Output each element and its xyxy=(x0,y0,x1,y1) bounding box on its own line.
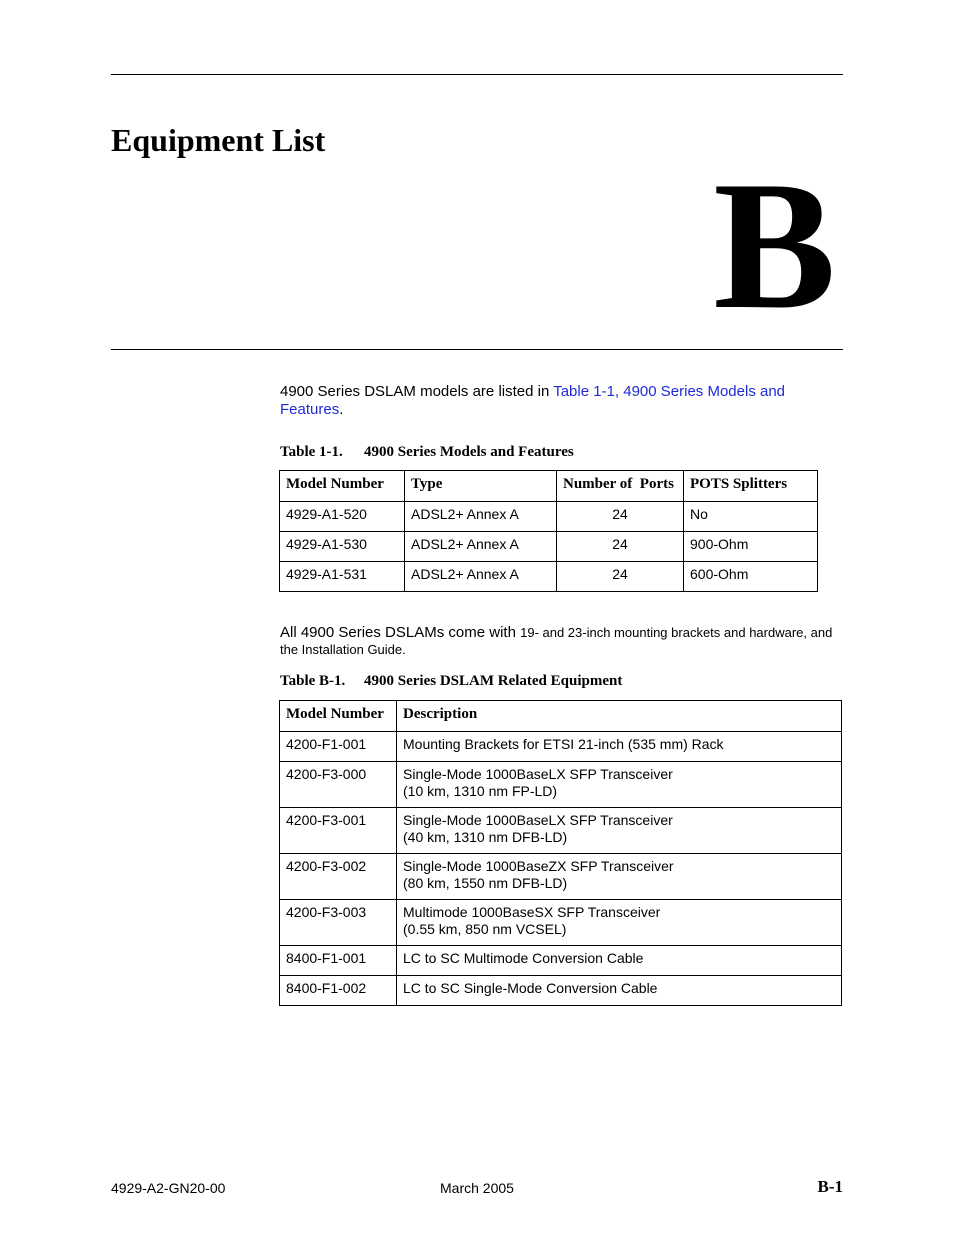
table-cell: 4929-A1-520 xyxy=(280,502,405,532)
chapter-title: Equipment List xyxy=(111,122,326,158)
table1-header-number-of-ports: Number of Ports xyxy=(557,471,684,502)
intro-suffix: . xyxy=(339,401,344,418)
description-line: Single-Mode 1000BaseZX SFP Transceiver xyxy=(403,858,674,874)
table-cell: 4200-F1-001 xyxy=(280,732,397,762)
table-cell xyxy=(397,762,842,808)
intro-paragraph xyxy=(280,383,820,419)
footer-date: March 2005 xyxy=(440,1180,514,1196)
table-row xyxy=(280,808,842,854)
para2-text-b: 19- and 23-inch mounting brackets and hardware, and the Installation Guide. xyxy=(280,625,833,657)
description-detail: (40 km, 1310 nm DFB-LD) xyxy=(403,829,568,845)
para2-text-a: All 4900 Series DSLAMs come with xyxy=(280,624,521,641)
table-cell: ADSL2+ Annex A xyxy=(405,502,557,532)
table-cell: 8400-F1-001 xyxy=(280,946,397,976)
chapter-rule xyxy=(111,349,843,350)
table1-header-model-number: Model Number xyxy=(280,471,405,502)
table-row xyxy=(280,976,842,1006)
table-cell: 24 xyxy=(557,502,684,532)
table-cell xyxy=(397,900,842,946)
related-equipment-table xyxy=(279,700,842,1006)
table2-header-description: Description xyxy=(397,701,842,732)
table-cell xyxy=(397,976,842,1006)
table-cell: 4200-F3-002 xyxy=(280,854,397,900)
description-line: Multimode 1000BaseSX SFP Transceiver xyxy=(403,904,661,920)
description-line: LC to SC Multimode Conversion Cable xyxy=(403,950,644,966)
table-row xyxy=(280,562,818,592)
description-detail: (0.55 km, 850 nm VCSEL) xyxy=(403,921,567,937)
chapter-letter: B xyxy=(713,143,836,347)
table-cell: 4200-F3-003 xyxy=(280,900,397,946)
table-cell: 4929-A1-531 xyxy=(280,562,405,592)
table1-header-type: Type xyxy=(405,471,557,502)
table2-caption xyxy=(280,673,622,690)
description-detail: (10 km, 1310 nm FP-LD) xyxy=(403,783,558,799)
description-line: Single-Mode 1000BaseLX SFP Transceiver xyxy=(403,812,673,828)
table2-caption-number: Table B-1. xyxy=(280,673,346,689)
table-row xyxy=(280,732,842,762)
table-cell: 4929-A1-530 xyxy=(280,532,405,562)
related-equipment-paragraph xyxy=(280,624,845,658)
description-line: LC to SC Single-Mode Conversion Cable xyxy=(403,980,658,996)
table-cell xyxy=(397,808,842,854)
table-cell: ADSL2+ Annex A xyxy=(405,532,557,562)
table-row xyxy=(280,532,818,562)
table-cell: 4200-F3-000 xyxy=(280,762,397,808)
table-cell xyxy=(397,732,842,762)
table-cell: 4200-F3-001 xyxy=(280,808,397,854)
table-cell: No xyxy=(684,502,818,532)
table1-caption-number: Table 1-1. xyxy=(280,444,343,460)
table-row xyxy=(280,854,842,900)
description-detail: (80 km, 1550 nm DFB-LD) xyxy=(403,875,568,891)
models-table xyxy=(279,470,818,592)
table-1-1-link[interactable]: Table 1-1, 4900 Series Models and Features xyxy=(280,383,786,418)
table1-caption xyxy=(280,444,574,461)
table-cell: 8400-F1-002 xyxy=(280,976,397,1006)
intro-text: 4900 Series DSLAM models are listed in xyxy=(280,383,554,400)
table-cell xyxy=(397,946,842,976)
table-cell: 600-Ohm xyxy=(684,562,818,592)
header-rule xyxy=(111,74,843,75)
table-cell: 900-Ohm xyxy=(684,532,818,562)
table-cell: 24 xyxy=(557,532,684,562)
table-cell: ADSL2+ Annex A xyxy=(405,562,557,592)
table-cell xyxy=(397,854,842,900)
table1-header-pots-splitters: POTS Splitters xyxy=(684,471,818,502)
description-line: Mounting Brackets for ETSI 21-inch (535 mm) Rack xyxy=(403,736,724,752)
table-row xyxy=(280,900,842,946)
table-row xyxy=(280,762,842,808)
table-cell: 24 xyxy=(557,562,684,592)
table1-caption-title: 4900 Series Models and Features xyxy=(364,444,574,460)
table2-caption-title: 4900 Series DSLAM Related Equipment xyxy=(364,673,623,689)
description-line: Single-Mode 1000BaseLX SFP Transceiver xyxy=(403,766,673,782)
table2-header-model-number: Model Number xyxy=(280,701,397,732)
footer-doc-number: 4929-A2-GN20-00 xyxy=(111,1180,226,1196)
table-row xyxy=(280,946,842,976)
table-row xyxy=(280,502,818,532)
footer-page-number: B-1 xyxy=(817,1177,843,1196)
